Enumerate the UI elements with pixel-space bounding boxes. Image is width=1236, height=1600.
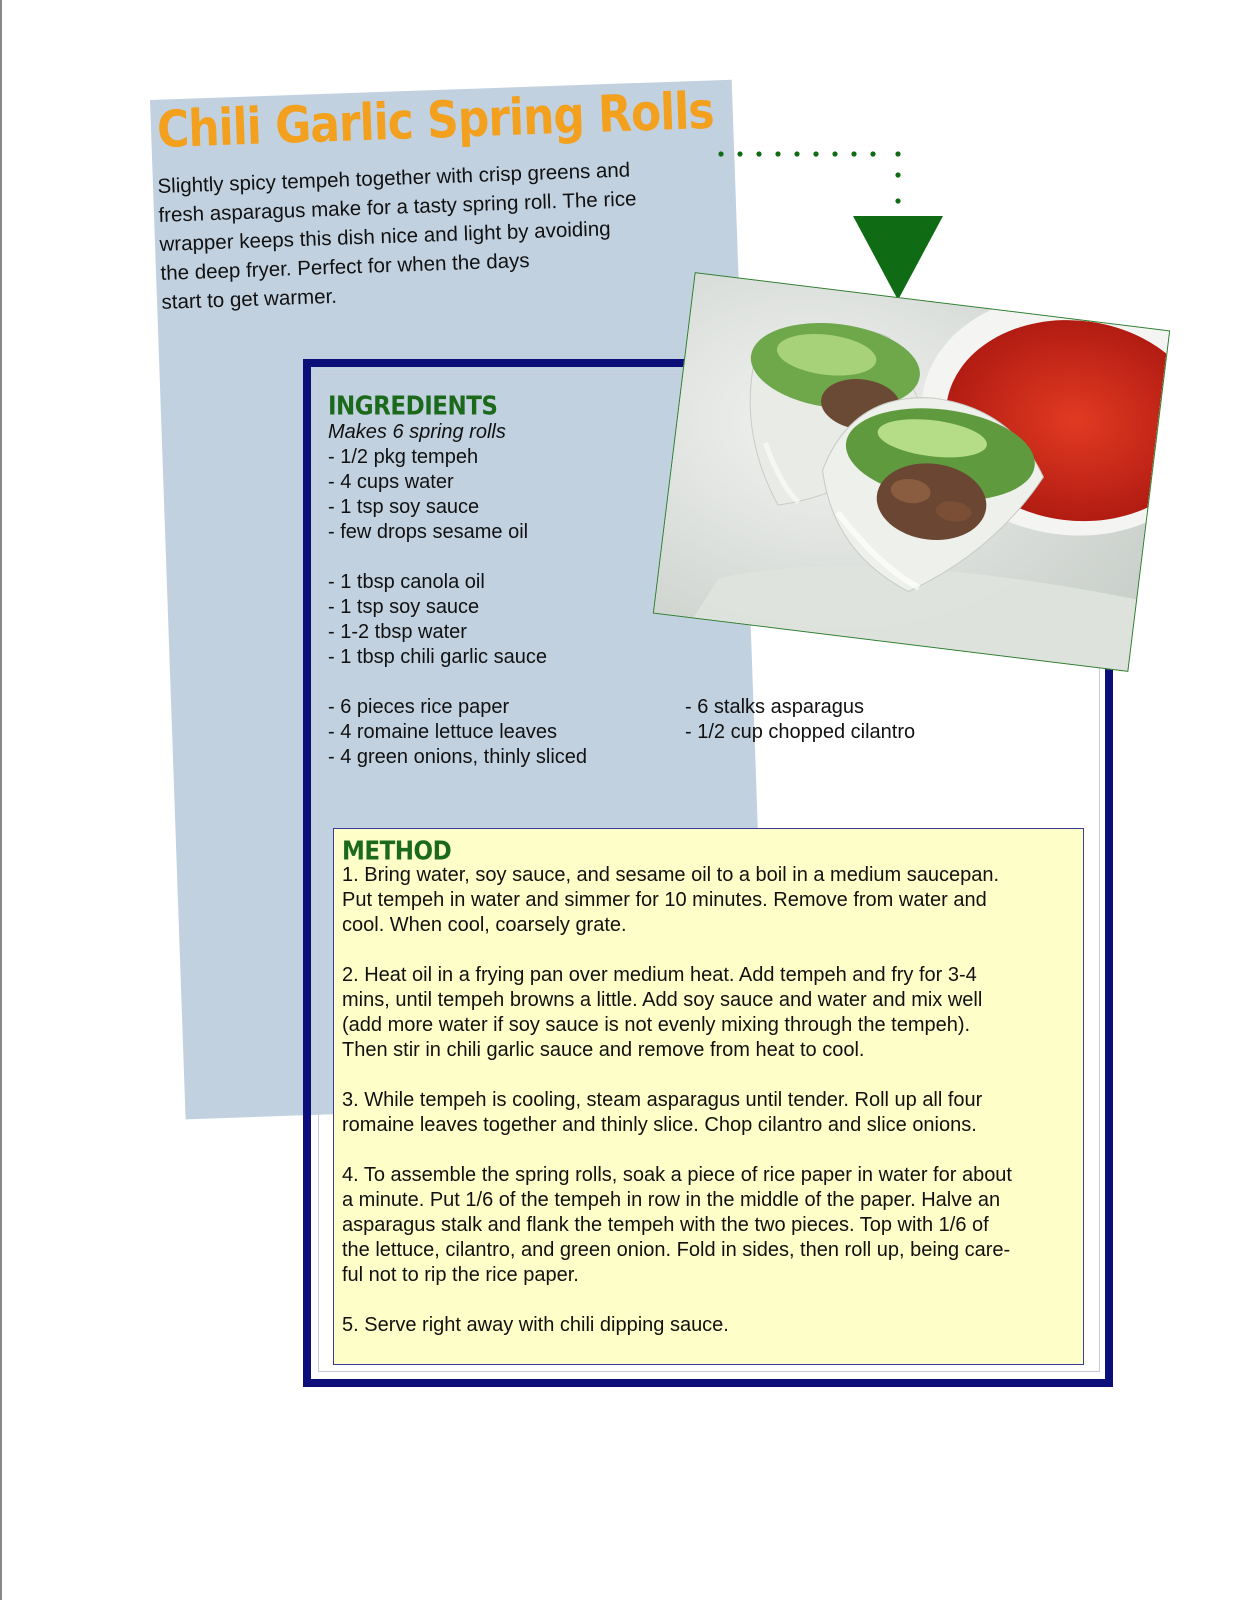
ingredient-item: - 1 tbsp chili garlic sauce: [328, 646, 547, 668]
ingredient-item: - 4 green onions, thinly sliced: [328, 746, 588, 768]
step-line: Put tempeh in water and simmer for 10 minutes. Remove from water and: [342, 889, 987, 911]
spring-rolls-photo: [653, 272, 1170, 672]
method-heading: METHOD: [342, 837, 452, 867]
ingredient-item: - 1/2 pkg tempeh: [328, 446, 479, 468]
step-line: a minute. Put 1/6 of the tempeh in row in the middle of the paper. Halve an: [342, 1189, 1001, 1211]
method-step: [342, 1313, 1083, 1338]
intro-paragraph: [157, 152, 732, 317]
ingredients-heading: INGREDIENTS: [328, 392, 498, 422]
ingredient-item: - 1 tsp soy sauce: [328, 496, 480, 518]
ingredient-item: - 4 cups water: [328, 471, 454, 493]
step-line: mins, until tempeh browns a little. Add soy sauce and water and mix well: [342, 989, 983, 1011]
arrow-down-icon: [853, 216, 943, 300]
step-line: 3. While tempeh is cooling, steam asparagus until tender. Roll up all four: [342, 1089, 983, 1111]
intro-line: wrapper keeps this dish nice and light by avoiding: [159, 217, 611, 256]
ingredient-item: - 6 pieces rice paper: [328, 696, 510, 718]
spring-rolls-illustration: [654, 273, 1169, 671]
step-line: Then stir in chili garlic sauce and remove from heat to cool.: [342, 1039, 865, 1061]
method-steps: [342, 863, 1083, 1338]
ingredient-item: - 4 romaine lettuce leaves: [328, 721, 558, 743]
ingredient-column-right: [685, 695, 915, 745]
step-line: romaine leaves together and thinly slice. Chop cilantro and slice onions.: [342, 1114, 977, 1136]
method-step: [342, 963, 1083, 1063]
step-line: 5. Serve right away with chili dipping sauce.: [342, 1314, 729, 1336]
intro-line: Slightly spicy tempeh together with crisp greens and: [157, 158, 631, 198]
intro-line: the deep fryer. Perfect for when the days: [160, 249, 530, 285]
method-section: [333, 828, 1084, 1365]
ingredient-group-assembly: [328, 695, 1088, 773]
intro-line: start to get warmer.: [161, 284, 338, 314]
method-step: [342, 1163, 1083, 1288]
step-line: (add more water if soy sauce is not evenly mixing through the tempeh).: [342, 1014, 971, 1036]
ingredient-item: - 1 tsp soy sauce: [328, 596, 480, 618]
step-line: cool. When cool, coarsely grate.: [342, 914, 627, 936]
ingredient-item: - 1-2 tbsp water: [328, 621, 467, 643]
ingredient-item: - 1/2 cup chopped cilantro: [685, 721, 916, 743]
dotted-line-horizontal: [717, 150, 907, 158]
recipe-title: Chili Garlic Spring Rolls: [155, 81, 715, 160]
ingredient-item: - few drops sesame oil: [328, 521, 529, 543]
step-line: 4. To assemble the spring rolls, soak a piece of rice paper in water for about: [342, 1164, 1012, 1186]
method-step: [342, 863, 1083, 938]
ingredient-column-left: [328, 695, 587, 770]
method-step: [342, 1088, 1083, 1138]
step-line: ful not to rip the rice paper.: [342, 1264, 579, 1286]
step-line: asparagus stalk and flank the tempeh with the two pieces. Top with 1/6 of: [342, 1214, 989, 1236]
ingredient-item: - 6 stalks asparagus: [685, 696, 864, 718]
step-line: the lettuce, cilantro, and green onion. Fold in sides, then roll up, being care-: [342, 1239, 1011, 1261]
step-line: 1. Bring water, soy sauce, and sesame oil to a boil in a medium saucepan.: [342, 864, 1000, 886]
intro-line: fresh asparagus make for a tasty spring roll. The rice: [158, 187, 637, 227]
ingredient-item: - 1 tbsp canola oil: [328, 571, 485, 593]
page-left-edge: [0, 0, 2, 1600]
yield-text: Makes 6 spring rolls: [328, 421, 506, 443]
dotted-line-vertical: [893, 165, 903, 210]
step-line: 2. Heat oil in a frying pan over medium heat. Add tempeh and fry for 3-4: [342, 964, 977, 986]
